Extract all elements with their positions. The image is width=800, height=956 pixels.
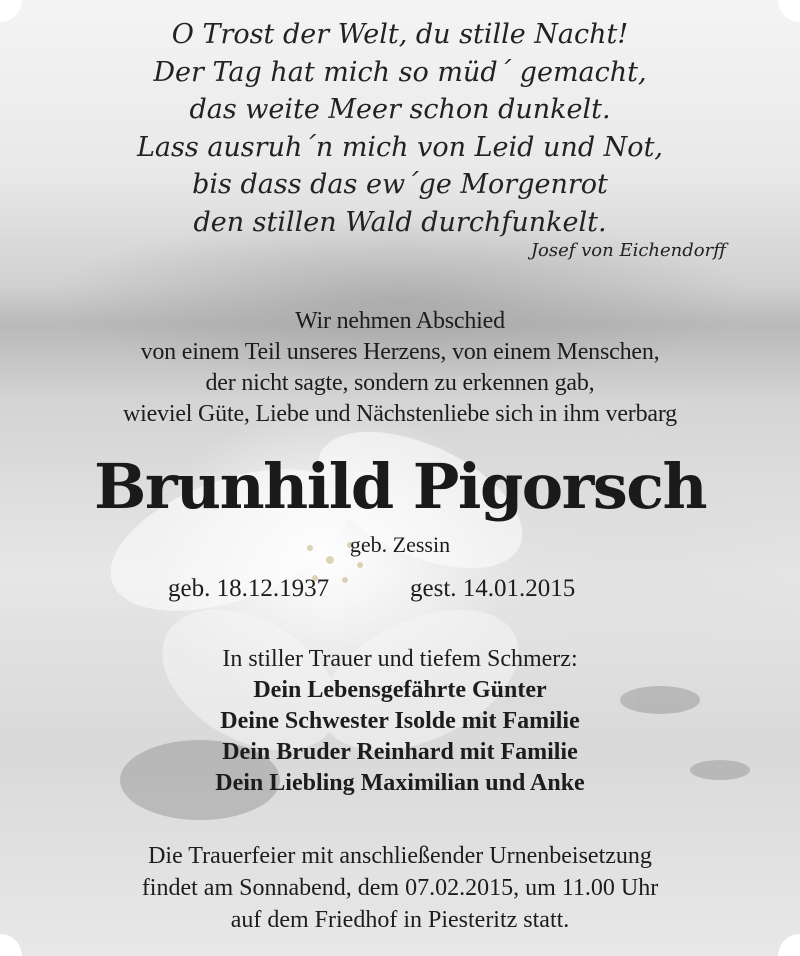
- birth-date: geb. 18.12.1937: [168, 575, 330, 602]
- mourning-intro: In stiller Trauer und tiefem Schmerz:: [222, 646, 578, 672]
- farewell-line: Wir nehmen Abschied: [295, 308, 505, 334]
- farewell-line: der nicht sagte, sondern zu erkennen gab,: [205, 370, 595, 396]
- farewell-line: von einem Teil unseres Herzens, von einem Menschen,: [140, 339, 660, 365]
- mourner: Dein Lebensgefährte Günter: [253, 677, 547, 703]
- poem-line: bis dass das ew´ge Morgenrot: [192, 169, 608, 200]
- poem-line: Der Tag hat mich so müd´ gemacht,: [153, 56, 647, 88]
- service-line: auf dem Friedhof in Piesteritz statt.: [230, 907, 570, 933]
- mourner: Deine Schwester Isolde mit Familie: [220, 708, 580, 734]
- deceased-name: Brunhild Pigorsch: [93, 450, 707, 523]
- service-line: Die Trauerfeier mit anschließender Urnenbeisetzung: [148, 843, 652, 869]
- poem-line: den stillen Wald durchfunkelt.: [193, 206, 607, 238]
- maiden-name: geb. Zessin: [349, 532, 451, 557]
- death-date: gest. 14.01.2015: [410, 575, 576, 602]
- poem-author: Josef von Eichendorff: [530, 240, 726, 261]
- poem-line: das weite Meer schon dunkelt.: [189, 94, 611, 125]
- funeral-service-info: [0, 840, 800, 936]
- poem-line: Lass ausruh´n mich von Leid und Not,: [137, 131, 663, 163]
- mourner: Dein Liebling Maximilian und Anke: [215, 770, 585, 796]
- mourner: Dein Bruder Reinhard mit Familie: [222, 739, 578, 765]
- service-line: findet am Sonnabend, dem 07.02.2015, um 11.00 Uhr: [141, 875, 659, 901]
- mourners-list: [0, 675, 800, 799]
- poem: [0, 16, 800, 241]
- farewell-text: [0, 306, 800, 430]
- farewell-line: wieviel Güte, Liebe und Nächstenliebe sich in ihm verbarg: [123, 401, 677, 427]
- poem-line: O Trost der Welt, du stille Nacht!: [171, 19, 629, 50]
